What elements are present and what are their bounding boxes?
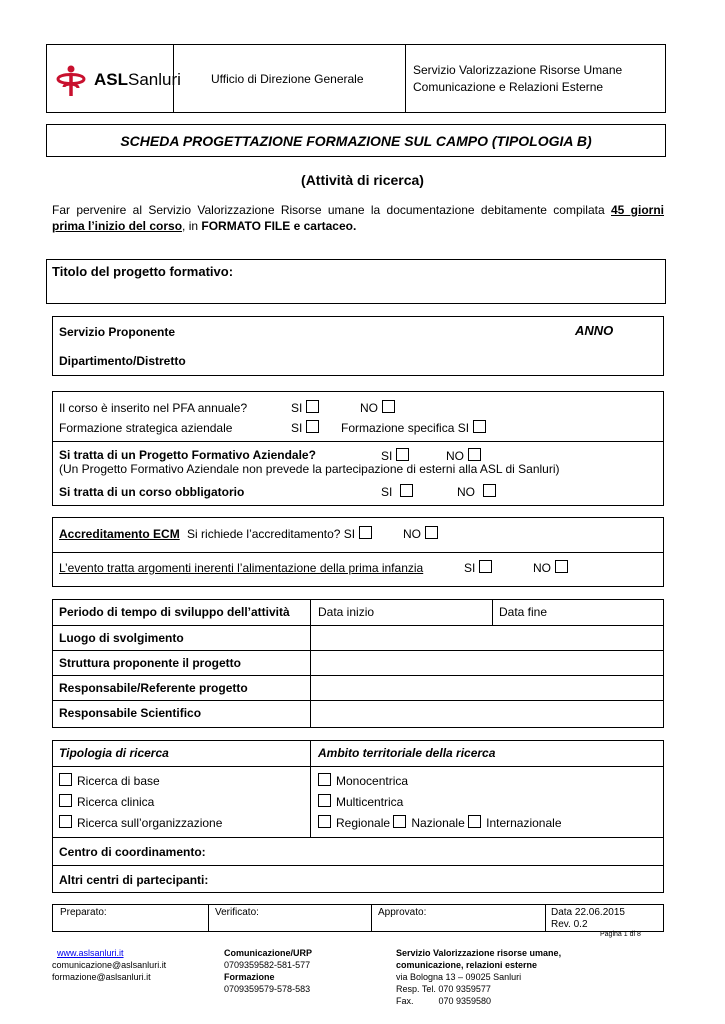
footer-website-link[interactable]: www.aslsanluri.it (57, 948, 124, 958)
asl-logo-icon (54, 63, 88, 97)
header-service-line1: Servizio Valorizzazione Risorse Umane (413, 63, 623, 77)
territorio-options (318, 815, 562, 830)
page-number: Pagina 1 di 8 (600, 931, 641, 938)
ricerca-base-checkbox[interactable] (59, 773, 72, 786)
struttura-label: Struttura proponente il progetto (59, 656, 241, 670)
obbligatorio-si-label: SI (381, 485, 393, 499)
pfa-no-label: NO (360, 401, 378, 415)
pfa-question: Il corso è inserito nel PFA annuale? (59, 401, 248, 415)
luogo-label: Luogo di svolgimento (59, 631, 184, 645)
footer-urp-tel: 0709359582-581-577 (224, 960, 311, 970)
scientifico-label: Responsabile Scientifico (59, 706, 202, 720)
pfa-no[interactable] (360, 400, 395, 415)
infanzia-si-checkbox[interactable] (479, 560, 492, 573)
ecm-box (52, 517, 664, 587)
ecm-label: Accreditamento ECM (59, 527, 180, 541)
footer-email-comunicazione[interactable]: comunicazione@aslsanluri.it (52, 960, 167, 970)
obbligatorio-si-checkbox[interactable] (400, 484, 413, 497)
footer (52, 947, 664, 1007)
ricerca-org-label: Ricerca sull’organizzazione (77, 816, 223, 830)
title-box (46, 124, 666, 157)
infanzia-question: L’evento tratta argomenti inerenti l’alimentazione della prima infanzia (59, 561, 424, 575)
page-subtitle: (Attività di ricerca) (301, 172, 424, 188)
ecm-no-label: NO (403, 527, 421, 541)
strategica-si-label: SI (291, 421, 303, 435)
anno-label: ANNO (575, 323, 614, 338)
preparato-field[interactable]: Preparato: (60, 907, 107, 918)
intro-deadline: 45 giorni prima l’inizio del corso (52, 203, 665, 233)
footer-address: via Bologna 13 – 09025 Sanluri (396, 972, 522, 982)
ricerca-base-label: Ricerca di base (77, 774, 160, 788)
pfa-si-checkbox[interactable] (306, 400, 319, 413)
multicentrica-label: Multicentrica (336, 795, 404, 809)
doc-revision: Rev. 0.2 (551, 919, 588, 930)
ricerca-clinica-checkbox[interactable] (59, 794, 72, 807)
internazionale-label: Internazionale (486, 816, 562, 830)
ecm-no[interactable] (403, 526, 438, 541)
specifica-si[interactable] (341, 420, 486, 435)
ecm-question: Si richiede l’accreditamento? SI (187, 527, 356, 541)
coordinamento-label: Centro di coordinamento: (59, 845, 206, 859)
monocentrica-option[interactable] (318, 773, 408, 788)
monocentrica-checkbox[interactable] (318, 773, 331, 786)
infanzia-si[interactable] (464, 560, 492, 575)
ricerca-org-checkbox[interactable] (59, 815, 72, 828)
proponent-box (52, 316, 664, 376)
obbligatorio-no-label: NO (457, 485, 475, 499)
footer-fax: Fax. 070 9359580 (396, 996, 492, 1006)
page-title: SCHEDA PROGETTAZIONE FORMAZIONE SUL CAMPO (TIPOLOGIA B) (120, 133, 592, 149)
multicentrica-option[interactable] (318, 794, 403, 809)
ecm-no-checkbox[interactable] (425, 526, 438, 539)
footer-urp-title: Comunicazione/URP (224, 948, 313, 958)
header-service-line2: Comunicazione e Relazioni Esterne (413, 80, 604, 94)
periodo-label: Periodo di tempo di sviluppo dell’attività (59, 605, 290, 619)
intro-format: FORMATO FILE e cartaceo. (201, 219, 357, 233)
nazionale-label: Nazionale (411, 816, 465, 830)
data-fine-field[interactable]: Data fine (499, 605, 548, 619)
signoff-table (52, 904, 664, 932)
aziendale-si[interactable] (381, 448, 409, 463)
regionale-label: Regionale (336, 816, 391, 830)
ecm-si-checkbox[interactable] (359, 526, 372, 539)
ricerca-clinica-label: Ricerca clinica (77, 795, 155, 809)
pfa-aziendale-note: (Un Progetto Formativo Aziendale non prevede la partecipazione di esterni alla ASL di Sanluri) (59, 462, 560, 476)
logo-text-bold: ASL (94, 70, 128, 89)
asl-logo (54, 63, 181, 97)
infanzia-no[interactable] (533, 560, 568, 575)
dipartimento-label: Dipartimento/Distretto (59, 354, 186, 368)
ricerca-base-option[interactable] (59, 773, 160, 788)
monocentrica-label: Monocentrica (336, 774, 409, 788)
footer-resp-tel: Resp. Tel. 070 9359577 (396, 984, 491, 994)
ricerca-org-option[interactable] (59, 815, 222, 830)
intro-part3: , in (182, 219, 202, 233)
aziendale-no[interactable] (446, 448, 481, 463)
ambito-header: Ambito territoriale della ricerca (318, 746, 496, 760)
pfa-aziendale-question: Si tratta di un Progetto Formativo Aziendale? (59, 448, 316, 462)
obbligatorio-question: Si tratta di un corso obbligatorio (59, 485, 245, 499)
strategica-si[interactable] (291, 420, 319, 435)
internazionale-checkbox[interactable] (468, 815, 481, 828)
specifica-label: Formazione specifica SI (341, 421, 470, 435)
aziendale-si-label: SI (381, 449, 393, 463)
footer-formazione-title: Formazione (224, 972, 275, 982)
doc-date: Data 22.06.2015 (551, 907, 625, 918)
aziendale-no-label: NO (446, 449, 464, 463)
footer-service-line2: comunicazione, relazioni esterne (396, 960, 538, 970)
obbligatorio-no-checkbox[interactable] (483, 484, 496, 497)
multicentrica-checkbox[interactable] (318, 794, 331, 807)
footer-service-line1: Servizio Valorizzazione risorse umane, (396, 948, 562, 958)
regionale-checkbox[interactable] (318, 815, 331, 828)
aziendale-no-checkbox[interactable] (468, 448, 481, 461)
pfa-si[interactable] (291, 400, 319, 415)
altri-centri-label: Altri centri di partecipanti: (59, 873, 209, 887)
footer-formazione-tel: 0709359579-578-583 (224, 984, 311, 994)
project-title-box[interactable] (46, 259, 666, 304)
infanzia-no-label: NO (533, 561, 551, 575)
activity-table (52, 599, 664, 728)
intro-text (52, 202, 664, 234)
header-table (46, 44, 666, 113)
footer-email-formazione[interactable]: formazione@aslsanluri.it (52, 972, 151, 982)
data-inizio-field[interactable]: Data inizio (318, 605, 375, 619)
obbligatorio-no[interactable] (457, 484, 496, 499)
ecm-row (59, 526, 372, 541)
approvato-field[interactable]: Approvato: (378, 907, 427, 918)
strategica-si-checkbox[interactable] (306, 420, 319, 433)
intro-part1: Far pervenire al Servizio Valorizzazione Risorse umane la documentazione debitamente compilata (52, 203, 611, 217)
obbligatorio-si[interactable] (381, 484, 413, 499)
aziendale-si-checkbox[interactable] (396, 448, 409, 461)
infanzia-no-checkbox[interactable] (555, 560, 568, 573)
project-title-label: Titolo del progetto formativo: (52, 264, 234, 279)
nazionale-checkbox[interactable] (393, 815, 406, 828)
responsabile-label: Responsabile/Referente progetto (59, 681, 248, 695)
pfa-no-checkbox[interactable] (382, 400, 395, 413)
header-office: Ufficio di Direzione Generale (211, 72, 364, 86)
verificato-field[interactable]: Verificato: (215, 907, 259, 918)
infanzia-si-label: SI (464, 561, 476, 575)
tipologia-header: Tipologia di ricerca (59, 746, 169, 760)
logo-text: Sanluri (128, 70, 181, 89)
strategica-label: Formazione strategica aziendale (59, 421, 233, 435)
pfa-box (52, 391, 664, 506)
pfa-si-label: SI (291, 401, 303, 415)
servizio-proponente-label: Servizio Proponente (59, 325, 176, 339)
ricerca-clinica-option[interactable] (59, 794, 154, 809)
research-table (52, 740, 664, 893)
specifica-si-checkbox[interactable] (473, 420, 486, 433)
